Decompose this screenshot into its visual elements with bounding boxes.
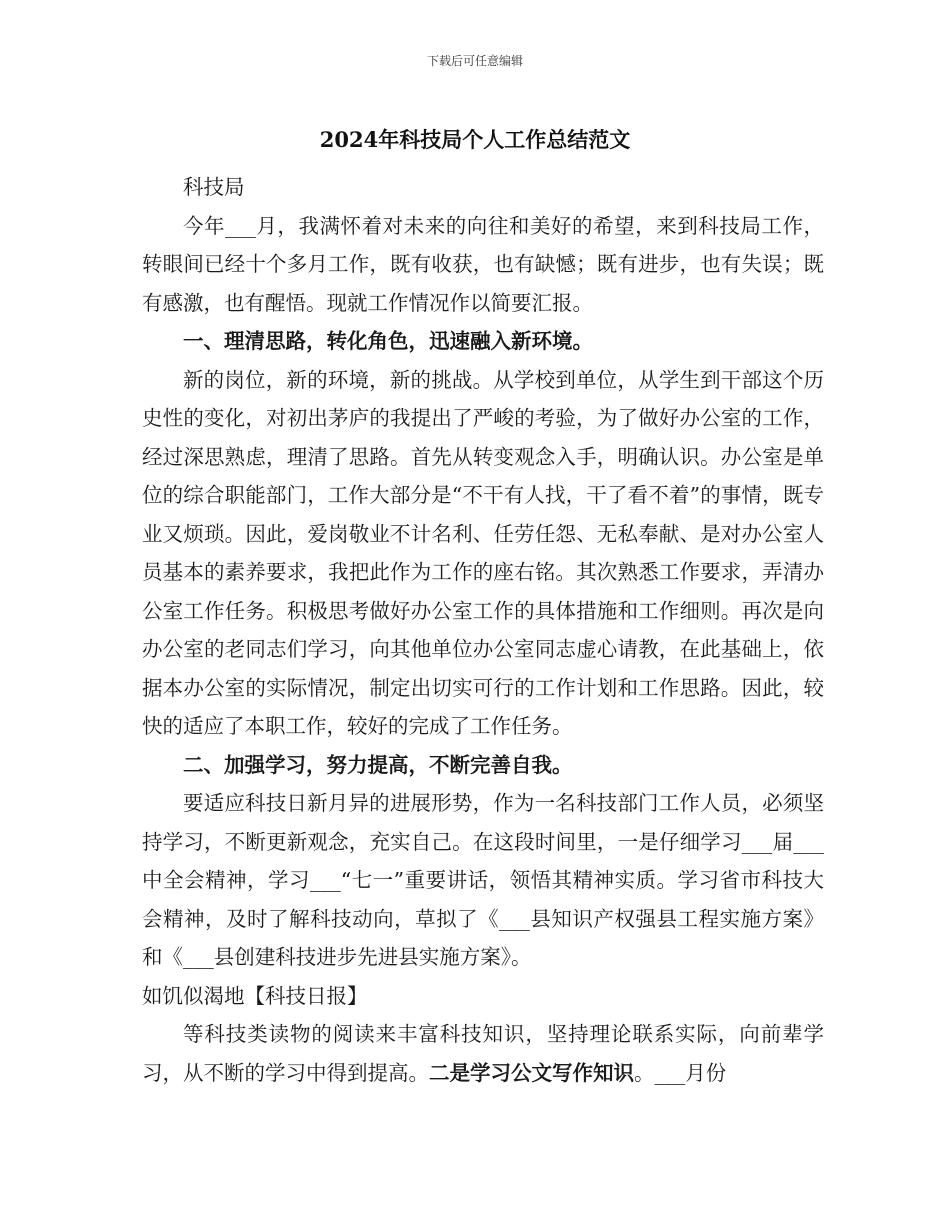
section-2-heading: 二、加强学习，努力提高，不断完善自我。 [183,752,573,777]
org-line: 科技局 [183,175,245,199]
continuation-text-b: 。___月份 [634,1060,727,1085]
continuation-bold-text: 二是学习公文写作知识 [429,1060,634,1085]
document-body [142,168,824,1092]
section-1-paragraph: 新的岗位，新的环境，新的挑战。从学校到单位，从学生到干部这个历史性的变化，对初出茅庐的我提出了严峻的考验，为了做好办公室的工作，经过深思熟虑，理清了思路。首先从转变观念入手，明确认识。办公室是单位的综合职能部门，工作大部分是“不干有人找，干了看不着”的事情，既专业又烦琐。因此，爱岗敬业不计名利、任劳任怨、无私奉献、是对办公室人员基本的素养要求，我把此作为工作的座右铭。其次熟悉工作要求，弄清办公室工作任务。积极思考做好办公室工作的具体措施和工作细则。再次是向办公室的老同志们学习，向其他单位办公室同志虚心请教，在此基础上，依据本办公室的实际情况，制定出切实可行的工作计划和工作思路。因此，较快的适应了本职工作，较好的完成了工作任务。 [142,367,824,738]
section-2-line: 如饥似渴地【科技日报】 [142,983,368,1008]
section-1-heading: 一、理清思路，转化角色，迅速融入新环境。 [183,329,593,353]
document-title: 2024年科技局个人工作总结范文 [319,127,631,152]
continuation-text-a: 等科技类读物的阅读来丰富科技知识，坚持理论联系实际，向前辈学习，从不断的学习中得到提高。 [142,1022,824,1085]
intro-paragraph: 今年___月，我满怀着对未来的向往和美好的希望，来到科技局工作，转眼间已经十个多月工作，既有收获，也有缺憾；既有进步，也有失误；既有感激，也有醒悟。现就工作情况作以简要汇报。 [142,213,824,315]
section-2-paragraph: 要适应科技日新月异的进展形势，作为一名科技部门工作人员，必须坚持学习，不断更新观念，充实自己。在这段时间里，一是仔细学习___届___中全会精神，学习___“七一”重要讲话，领悟其精神实质。学习省市科技大会精神，及时了解科技动向，草拟了《___县知识产权强县工程实施方案》和《___县创建科技进步先进县实施方案》。 [142,791,824,969]
header-note: 下载后可任意编辑 [426,54,523,68]
section-2-continuation [142,1015,824,1092]
